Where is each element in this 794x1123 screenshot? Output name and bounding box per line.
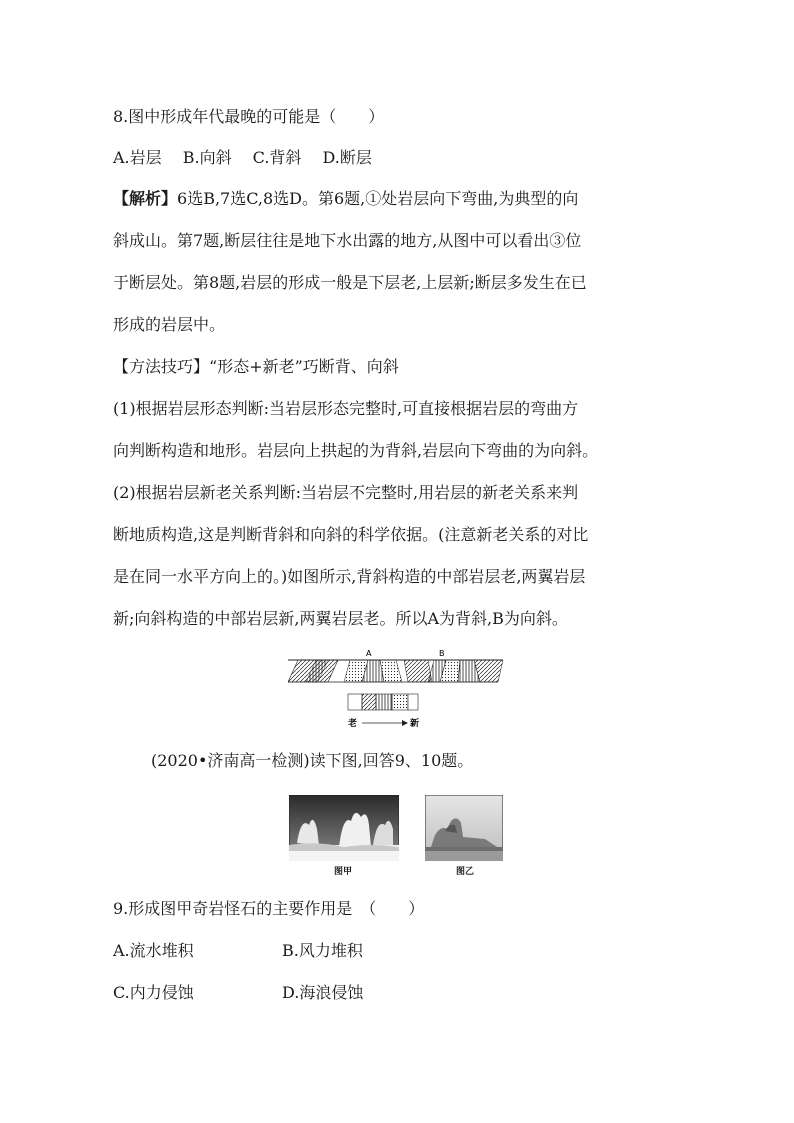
strata-middle — [404, 660, 432, 682]
method-tag: 【方法技巧】 — [113, 357, 210, 376]
analysis-line-4: 形成的岩层中。 — [113, 315, 226, 334]
analysis-tag: 【解析】 — [113, 189, 178, 208]
method-p1-line-1: (1)根据岩层形态判断:当岩层形态完整时,可直接根据岩层的弯曲方 — [113, 399, 579, 418]
analysis-line-1 — [113, 188, 578, 210]
q9-option-b: B.风力堆积 — [282, 941, 363, 960]
q9-option-d: D.海浪侵蚀 — [282, 983, 364, 1002]
photo-a — [289, 795, 399, 865]
q9-option-a: A.流水堆积 — [113, 941, 194, 960]
method-p2-line-1: (2)根据岩层新老关系判断:当岩层不完整时,用岩层的新老关系来判 — [113, 483, 579, 502]
q9-10-intro: (2020•济南高一检测)读下图,回答9、10题。 — [151, 751, 474, 770]
caption-b: 图乙 — [456, 867, 475, 877]
method-p2-line-3: 是在同一水平方向上的。)如图所示,背斜构造的中部岩层老,两翼岩层 — [113, 567, 586, 586]
label-b: B — [439, 649, 445, 658]
method-title: “形态+新老”巧断背、向斜 — [209, 357, 399, 376]
analysis-text-1: 6选B,7选C,8选D。第6题,①处岩层向下弯曲,为典型的向 — [177, 189, 579, 208]
q9-stem: 9.形成图甲奇岩怪石的主要作用是 （ ） — [113, 899, 425, 918]
strata-left — [288, 660, 338, 682]
q8-stem: 8.图中形成年代最晚的可能是（ ） — [113, 107, 385, 126]
strata-syncline-b — [428, 660, 480, 682]
fold-diagram — [288, 646, 508, 734]
q9-option-c: C.内力侵蚀 — [113, 983, 194, 1002]
photo-b — [425, 795, 503, 865]
age-legend — [347, 694, 419, 729]
analysis-line-2: 斜成山。第7题,断层往往是地下水出露的地方,从图中可以看出③位 — [113, 231, 582, 250]
legend-new: 新 — [410, 719, 420, 729]
analysis-line-3: 于断层处。第8题,岩层的形成一般是下层老,上层新;断层多发生在已 — [113, 273, 587, 292]
legend-old: 老 — [348, 719, 358, 729]
method-heading — [113, 356, 399, 378]
strata-anticline-a — [344, 660, 402, 682]
q8-options: A.岩层 B.向斜 C.背斜 D.断层 — [113, 148, 372, 167]
method-p1-line-2: 向判断构造和地形。岩层向上拱起的为背斜,岩层向下弯曲的为向斜。 — [113, 441, 599, 460]
method-p2-line-2: 断地质构造,这是判断背斜和向斜的科学依据。(注意新老关系的对比 — [113, 525, 589, 544]
label-a: A — [366, 649, 372, 658]
method-p2-line-4: 新;向斜构造的中部岩层新,两翼岩层老。所以A为背斜,B为向斜。 — [113, 609, 568, 628]
caption-a: 图甲 — [334, 867, 353, 877]
